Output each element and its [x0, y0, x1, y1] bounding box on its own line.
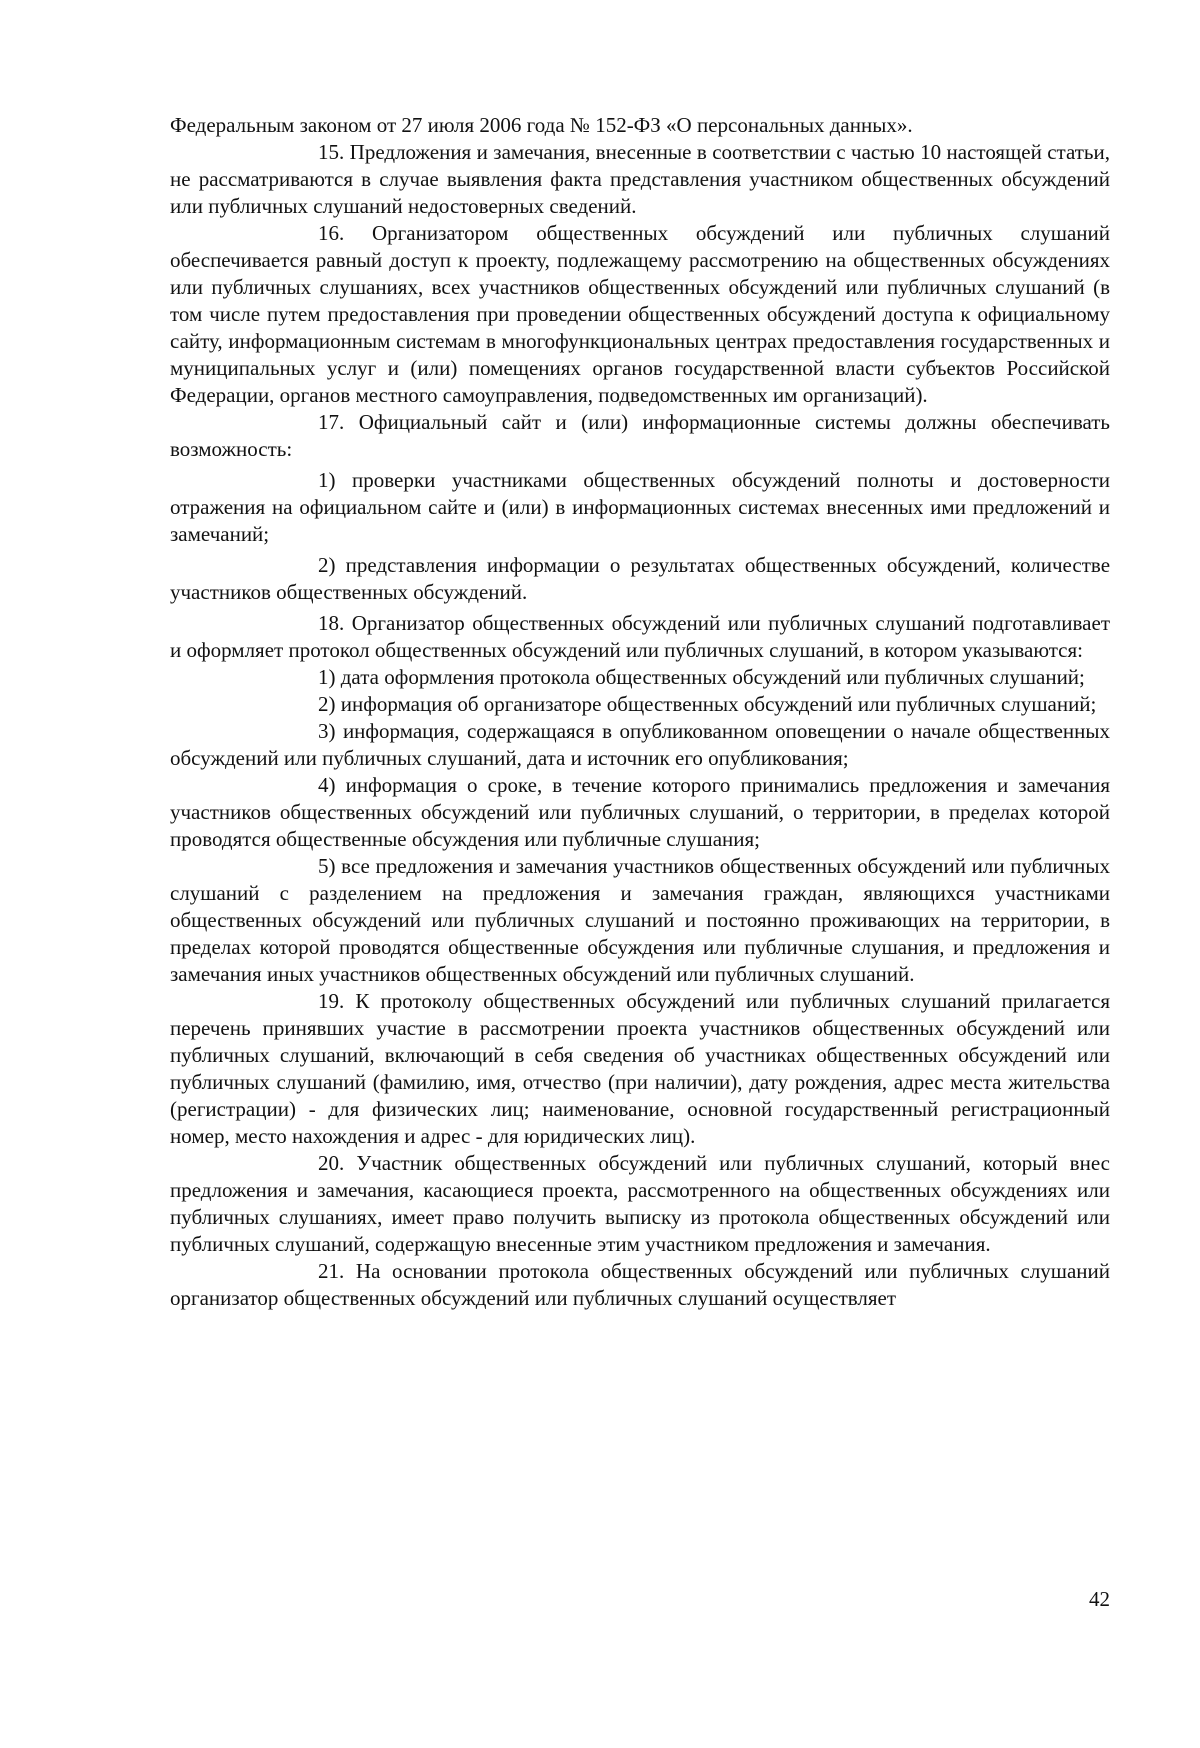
- item-number: 3): [318, 719, 336, 743]
- paragraph-text: Организатором общественных обсуждений или публичных слушаний обеспечивается равный доступ к проекту, подлежащему рассмотрению на общественных обсуждениях или публичных слушаниях, всех участников общественных обсуждений или публичных слушаний (в том числе путем предоставления при проведении общественных обсуждений доступа к официальному сайту, информационным системам в многофункциональных центрах предоставления государственных и муниципальных услуг и (или) помещениях органов государственной власти субъектов Российской Федерации, органов местного самоуправления, подведомственных им организаций).: [170, 221, 1111, 407]
- item-text: информация, содержащаяся в опубликованном оповещении о начале общественных обсуждений или публичных слушаний, дата и источник его опубликования;: [170, 719, 1111, 770]
- item-text: все предложения и замечания участников общественных обсуждений или публичных слушаний с разделением на предложения и замечания граждан, являющихся участниками общественных обсуждений или публичных слушаний и постоянно проживающих на территории, в пределах которой проводятся общественные обсуждения или публичные слушания, и предложения и замечания иных участников общественных обсуждений или публичных слушаний.: [170, 854, 1110, 986]
- page-number: 42: [1089, 1587, 1110, 1611]
- item-number: 1): [318, 665, 336, 689]
- paragraph-number: 18.: [318, 611, 345, 635]
- item-text: информация о сроке, в течение которого принимались предложения и замечания участников общественных обсуждений или публичных слушаний, о территории, в пределах которой проводятся общественные обсуждения или публичные слушания;: [170, 773, 1111, 851]
- paragraph-number: 15.: [318, 140, 345, 164]
- paragraph-18-item-3: [170, 718, 1110, 772]
- paragraph-18-item-5: [170, 853, 1110, 988]
- paragraph-17: [170, 409, 1110, 463]
- paragraph-text: К протоколу общественных обсуждений или публичных слушаний прилагается перечень принявших участие в рассмотрении проекта участников общественных обсуждений или публичных слушаний, включающий в себя сведения об участниках общественных обсуждений или публичных слушаний (фамилию, имя, отчество (при наличии), дату рождения, адрес места жительства (регистрации) - для физических лиц; наименование, основной государственный регистрационный номер, место нахождения и адрес - для юридических лиц).: [170, 989, 1110, 1148]
- paragraph-text: Участник общественных обсуждений или публичных слушаний, который внес предложения и замечания, касающиеся проекта, рассмотренного на общественных обсуждениях или публичных слушаниях, имеет право получить выписку из протокола общественных обсуждений или публичных слушаний, содержащую внесенные этим участником предложения и замечания.: [170, 1151, 1110, 1256]
- paragraph-18-item-1: [170, 664, 1110, 691]
- item-text: информация об организаторе общественных обсуждений или публичных слушаний;: [340, 692, 1097, 716]
- paragraph-number: 19.: [318, 989, 345, 1013]
- paragraph-18-item-4: [170, 772, 1110, 853]
- item-text: дата оформления протокола общественных обсуждений или публичных слушаний;: [340, 665, 1085, 689]
- paragraph-17-item-1: [170, 467, 1110, 548]
- paragraph-17-item-2: [170, 552, 1110, 606]
- paragraph-19: [170, 988, 1110, 1150]
- item-number: 4): [318, 773, 336, 797]
- item-number: 1): [318, 468, 336, 492]
- item-text: проверки участниками общественных обсуждений полноты и достоверности отражения на официальном сайте и (или) в информационных системах внесенных ими предложений и замечаний;: [170, 468, 1110, 546]
- paragraph-number: 20.: [318, 1151, 345, 1175]
- paragraph-text: Предложения и замечания, внесенные в соответствии с частью 10 настоящей статьи, не рассматриваются в случае выявления факта представления участником общественных обсуждений или публичных слушаний недостоверных сведений.: [170, 140, 1110, 218]
- paragraph-continuation: [170, 112, 1110, 139]
- item-number: 5): [318, 854, 336, 878]
- paragraph-text: Федеральным законом от 27 июля 2006 года № 152-ФЗ «О персональных данных».: [170, 113, 913, 137]
- item-number: 2): [318, 692, 336, 716]
- paragraph-text: Организатор общественных обсуждений или публичных слушаний подготавливает и оформляет протокол общественных обсуждений или публичных слушаний, в котором указываются:: [170, 611, 1111, 662]
- document-body: [170, 112, 1110, 1312]
- paragraph-text: На основании протокола общественных обсуждений или публичных слушаний организатор общественных обсуждений или публичных слушаний осуществляет: [170, 1259, 1110, 1310]
- paragraph-number: 16.: [318, 221, 345, 245]
- paragraph-18: [170, 610, 1110, 664]
- paragraph-21: [170, 1258, 1110, 1312]
- item-text: представления информации о результатах общественных обсуждений, количестве участников общественных обсуждений.: [170, 553, 1111, 604]
- paragraph-15: [170, 139, 1110, 220]
- paragraph-18-item-2: [170, 691, 1110, 718]
- paragraph-20: [170, 1150, 1110, 1258]
- paragraph-16: [170, 220, 1110, 409]
- paragraph-number: 17.: [318, 410, 345, 434]
- paragraph-text: Официальный сайт и (или) информационные системы должны обеспечивать возможность:: [170, 410, 1111, 461]
- paragraph-number: 21.: [318, 1259, 345, 1283]
- item-number: 2): [318, 553, 336, 577]
